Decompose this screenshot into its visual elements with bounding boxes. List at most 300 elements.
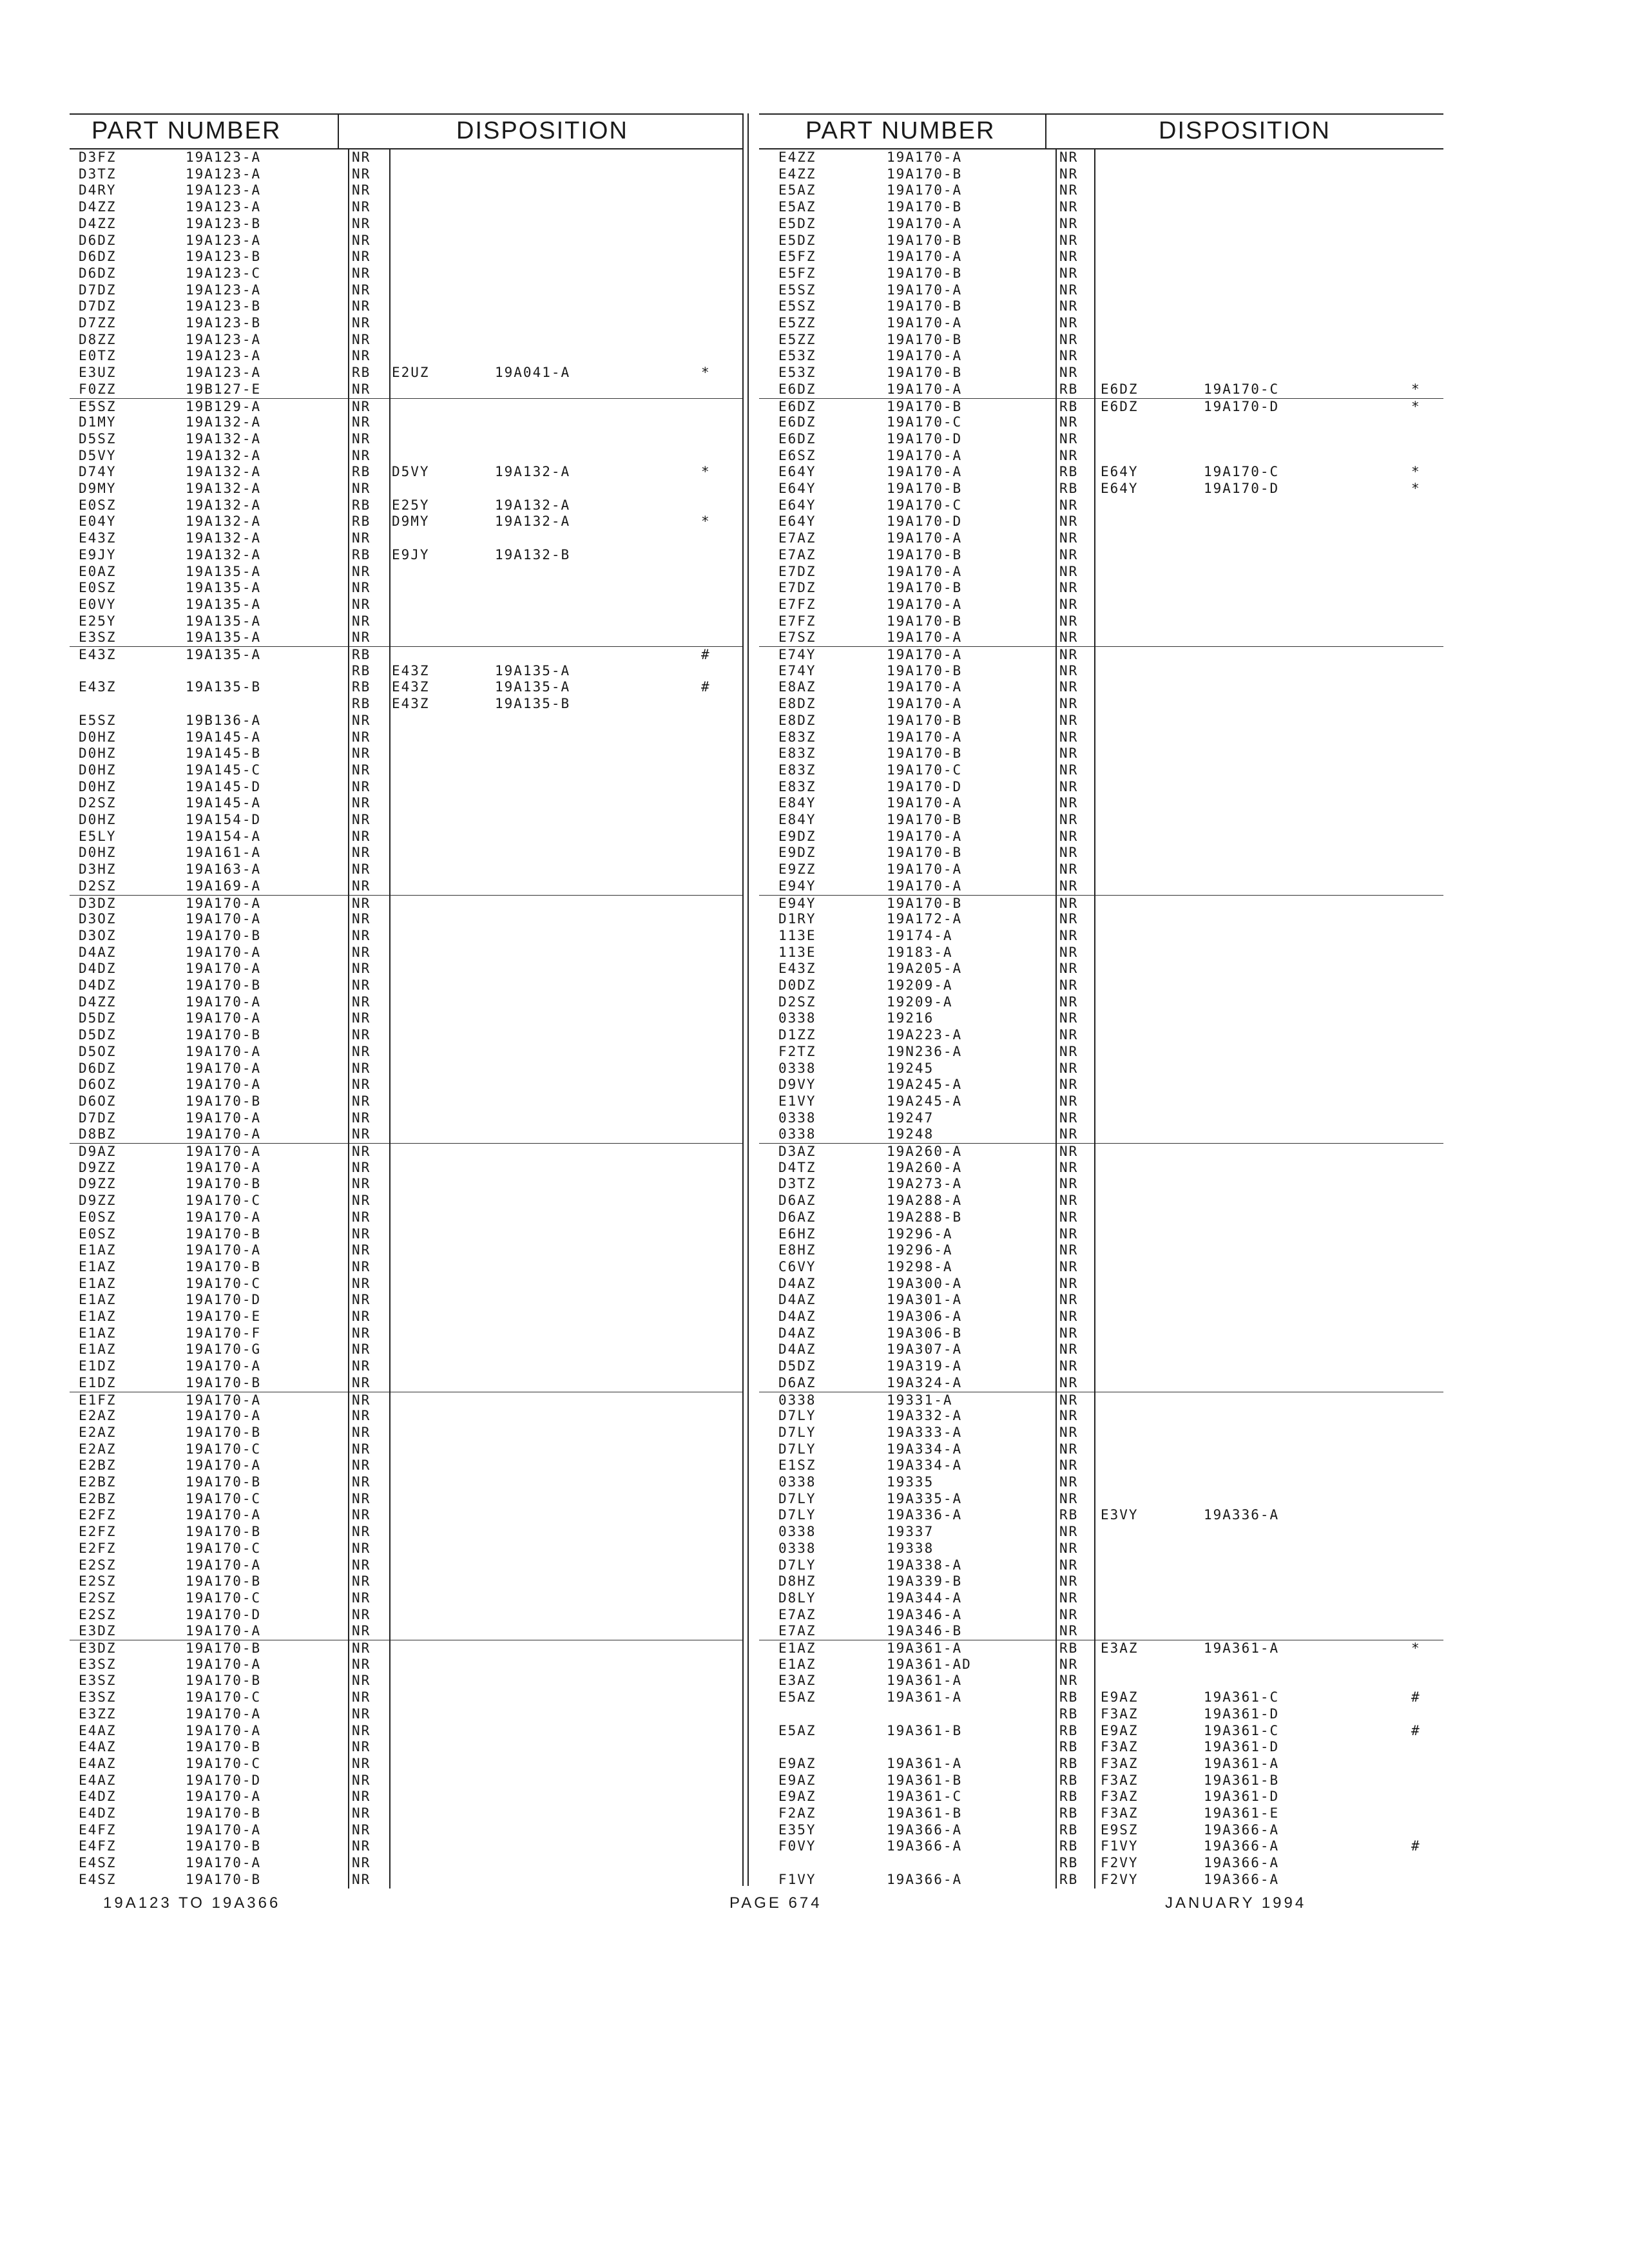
part-prefix: E4DZ — [79, 1789, 117, 1805]
table-row — [70, 1524, 742, 1541]
part-number: 19A288-A — [887, 1193, 963, 1209]
part-number: 19A346-B — [887, 1623, 963, 1639]
part-number: 19A132-A — [186, 430, 262, 447]
table-row — [759, 564, 1443, 581]
part-prefix: E9AZ — [778, 1772, 816, 1788]
part-number: 19A170-B — [887, 712, 963, 728]
part-prefix: D5OZ — [79, 1043, 117, 1059]
disposition-code: NR — [352, 315, 371, 331]
part-prefix: D1MY — [79, 414, 117, 430]
part-number: 19A132-A — [186, 546, 262, 562]
part-prefix: D7LY — [778, 1490, 816, 1506]
disposition-code: NR — [1059, 365, 1079, 381]
disposition-code: NR — [352, 944, 371, 960]
part-prefix: E9JY — [79, 546, 117, 562]
part-number: 19A170-A — [186, 1358, 262, 1374]
part-prefix: E2AZ — [79, 1424, 117, 1440]
table-row — [759, 1341, 1443, 1358]
part-number-heading: PART NUMBER — [92, 117, 282, 144]
part-prefix: D4ZZ — [79, 215, 117, 231]
table-row — [759, 895, 1443, 912]
part-number: 19A132-A — [186, 497, 262, 513]
part-prefix: D4AZ — [778, 1275, 816, 1291]
disposition-code: NR — [1059, 497, 1079, 513]
table-row — [759, 216, 1443, 233]
disposition-code: NR — [1059, 1457, 1079, 1474]
part-prefix: E7SZ — [778, 629, 816, 646]
part-number: 19A170-A — [186, 994, 262, 1010]
table-row — [70, 1126, 742, 1143]
disposition-code: RB — [1059, 1755, 1079, 1771]
table-row — [759, 1176, 1443, 1193]
part-number: 19A170-B — [887, 331, 963, 347]
table-row — [759, 977, 1443, 994]
table-row — [70, 547, 742, 564]
part-number: 19A132-A — [186, 464, 262, 480]
part-prefix: E5FZ — [778, 265, 816, 281]
part-number: 19A170-A — [186, 1789, 262, 1805]
part-number: 19A123-A — [186, 182, 262, 198]
table-row — [70, 977, 742, 994]
table-row — [70, 1805, 742, 1822]
part-number: 19A361-B — [887, 1805, 963, 1821]
part-number: 19A361-A — [887, 1640, 963, 1656]
replacement-number: 19A366-A — [1204, 1821, 1280, 1838]
part-prefix: D5DZ — [79, 1010, 117, 1026]
table-row — [759, 928, 1443, 945]
disposition-code: NR — [1059, 1110, 1079, 1126]
part-prefix: D4ZZ — [79, 199, 117, 215]
part-prefix: E2BZ — [79, 1457, 117, 1474]
table-row — [70, 961, 742, 977]
part-number: 19A333-A — [887, 1424, 963, 1440]
part-prefix: D7LY — [778, 1408, 816, 1424]
table-row — [70, 663, 742, 680]
part-prefix: D0HZ — [79, 762, 117, 778]
disposition-code: RB — [1059, 1855, 1079, 1871]
part-number: 19A170-B — [186, 1871, 262, 1887]
part-number: 19A361-A — [887, 1673, 963, 1689]
disposition-code: NR — [352, 1010, 371, 1026]
disposition-code: NR — [352, 1490, 371, 1506]
replacement-prefix: F3AZ — [1101, 1755, 1139, 1771]
part-number: 19174-A — [887, 927, 953, 943]
part-number: 19A170-A — [887, 315, 963, 331]
part-number: 19A366-A — [887, 1821, 963, 1838]
part-prefix: D9ZZ — [79, 1176, 117, 1192]
disposition-code: NR — [352, 1557, 371, 1573]
right-table-header — [759, 113, 1443, 149]
replacement-number: 19A336-A — [1204, 1507, 1280, 1523]
part-number: 19A170-B — [887, 365, 963, 381]
part-prefix: D5SZ — [79, 430, 117, 447]
part-number: 19A170-A — [887, 464, 963, 480]
disposition-code: NR — [1059, 944, 1079, 960]
table-row — [759, 1193, 1443, 1209]
disposition-code: RB — [352, 662, 371, 678]
table-row — [70, 580, 742, 597]
table-row — [70, 945, 742, 961]
part-prefix: 0338 — [778, 1010, 816, 1026]
disposition-code: NR — [1059, 331, 1079, 347]
table-row — [759, 1838, 1443, 1855]
part-number: 19A123-C — [186, 265, 262, 281]
disposition-code: NR — [352, 1110, 371, 1126]
replacement-prefix: E43Z — [392, 696, 430, 712]
disposition-code: NR — [352, 530, 371, 546]
disposition-code: NR — [352, 1093, 371, 1109]
part-prefix: D6AZ — [778, 1374, 816, 1390]
part-number: 19A123-A — [186, 331, 262, 347]
part-number: 19N236-A — [887, 1043, 963, 1059]
part-prefix: E0SZ — [79, 580, 117, 596]
disposition-code: RB — [1059, 1706, 1079, 1722]
part-number: 19A334-A — [887, 1457, 963, 1474]
disposition-code: NR — [1059, 1392, 1079, 1408]
table-row — [70, 431, 742, 448]
table-row — [759, 1491, 1443, 1508]
replacement-prefix: E9SZ — [1101, 1821, 1139, 1838]
disposition-code: NR — [352, 1821, 371, 1838]
part-number: 19247 — [887, 1110, 934, 1126]
table-row — [759, 945, 1443, 961]
table-row — [759, 1425, 1443, 1441]
part-prefix: E1AZ — [79, 1325, 117, 1341]
part-number: 19A170-D — [887, 430, 963, 447]
part-number: 19A145-A — [186, 795, 262, 811]
part-prefix: D7DZ — [79, 282, 117, 298]
part-number: 19A170-B — [887, 662, 963, 678]
disposition-code: NR — [352, 1258, 371, 1274]
disposition-code: NR — [1059, 696, 1079, 712]
disposition-code: NR — [1059, 1623, 1079, 1639]
table-row — [70, 745, 742, 762]
part-prefix: E3AZ — [778, 1673, 816, 1689]
part-number: 19248 — [887, 1126, 934, 1142]
part-number: 19B129-A — [186, 398, 262, 414]
part-prefix: D74Y — [79, 464, 117, 480]
disposition-code: NR — [1059, 1573, 1079, 1590]
part-prefix: E5SZ — [778, 298, 816, 314]
part-number: 19A245-A — [887, 1093, 963, 1109]
disposition-code: NR — [352, 861, 371, 878]
disposition-code: RB — [1059, 1772, 1079, 1788]
replacement-prefix: E3AZ — [1101, 1640, 1139, 1656]
disposition-code: NR — [1059, 1325, 1079, 1341]
part-prefix: E2AZ — [79, 1408, 117, 1424]
part-number: 19A170-A — [887, 861, 963, 878]
part-prefix: E35Y — [778, 1821, 816, 1838]
part-number: 19A170-A — [887, 282, 963, 298]
disposition-code: NR — [1059, 166, 1079, 182]
part-number: 19A170-A — [186, 1010, 262, 1026]
table-row — [70, 928, 742, 945]
disposition-code: RB — [1059, 1722, 1079, 1738]
disposition-code: NR — [1059, 1209, 1079, 1225]
part-prefix: D7LY — [778, 1424, 816, 1440]
part-number: 19A123-A — [186, 348, 262, 364]
table-row — [759, 1309, 1443, 1325]
table-row — [70, 1872, 742, 1888]
table-row — [759, 381, 1443, 398]
part-number: 19A170-B — [887, 481, 963, 496]
disposition-code: NR — [352, 1043, 371, 1059]
disposition-code: NR — [352, 1755, 371, 1771]
part-prefix: E6DZ — [778, 398, 816, 414]
part-number: 19183-A — [887, 944, 953, 960]
part-number: 19A339-B — [887, 1573, 963, 1590]
table-row — [70, 1607, 742, 1624]
table-row — [70, 1491, 742, 1508]
part-prefix: E4AZ — [79, 1755, 117, 1771]
table-row — [759, 365, 1443, 381]
disposition-code: RB — [1059, 1821, 1079, 1838]
part-number: 19A170-B — [887, 546, 963, 562]
replacement-prefix: E2UZ — [392, 365, 430, 381]
table-row — [759, 1872, 1443, 1888]
disposition-code: NR — [352, 1225, 371, 1242]
table-row — [759, 1093, 1443, 1110]
part-prefix: D1RY — [778, 911, 816, 927]
disposition-heading: DISPOSITION — [456, 117, 628, 144]
part-prefix: E1AZ — [778, 1640, 816, 1656]
disposition-code: NR — [1059, 514, 1079, 530]
table-row — [70, 398, 742, 416]
table-row — [759, 1756, 1443, 1773]
part-prefix: E3SZ — [79, 1673, 117, 1689]
part-number: 19A170-D — [186, 1292, 262, 1308]
part-number: 19A170-A — [186, 1159, 262, 1175]
replacement-prefix: E6DZ — [1101, 381, 1139, 397]
disposition-code: RB — [352, 647, 371, 662]
part-number: 19A170-C — [186, 1540, 262, 1556]
part-prefix: E2FZ — [79, 1524, 117, 1540]
disposition-code: RB — [352, 365, 371, 381]
disposition-code: RB — [1059, 381, 1079, 397]
disposition-code: NR — [1059, 1524, 1079, 1540]
part-number: 19A170-A — [186, 1656, 262, 1672]
part-number: 19B127-E — [186, 381, 262, 397]
disposition-code: RB — [1059, 1789, 1079, 1805]
part-prefix: D4DZ — [79, 977, 117, 993]
part-prefix: D5DZ — [79, 1027, 117, 1043]
disposition-code: NR — [1059, 282, 1079, 298]
part-number: 19A170-B — [186, 1258, 262, 1274]
flag-mark: * — [701, 365, 711, 381]
table-row — [70, 265, 742, 282]
part-number: 19A170-A — [186, 961, 262, 977]
table-row — [759, 729, 1443, 746]
disposition-code: NR — [1059, 199, 1079, 215]
disposition-code: RB — [352, 696, 371, 712]
disposition-code: NR — [352, 1640, 371, 1656]
part-number: 19A366-A — [887, 1871, 963, 1887]
part-number: 19A170-B — [186, 1739, 262, 1755]
part-prefix: E7DZ — [778, 580, 816, 596]
replacement-prefix: F3AZ — [1101, 1805, 1139, 1821]
replacement-number: 19A170-C — [1204, 464, 1280, 480]
disposition-code: RB — [1059, 1871, 1079, 1887]
table-row — [70, 216, 742, 233]
disposition-code: RB — [352, 514, 371, 530]
table-row — [759, 233, 1443, 249]
part-prefix: F0ZZ — [79, 381, 117, 397]
disposition-code: NR — [1059, 729, 1079, 745]
column-rule — [1055, 149, 1057, 1888]
part-prefix: E9ZZ — [778, 861, 816, 878]
disposition-code: NR — [1059, 662, 1079, 678]
disposition-code: NR — [1059, 629, 1079, 646]
disposition-code: NR — [1059, 298, 1079, 314]
part-number: 19A170-B — [887, 166, 963, 182]
part-prefix: D0DZ — [778, 977, 816, 993]
part-prefix: D5VY — [79, 447, 117, 463]
disposition-code: NR — [1059, 762, 1079, 778]
disposition-code: NR — [352, 1722, 371, 1738]
replacement-number: 19A361-A — [1204, 1640, 1280, 1656]
table-row — [70, 795, 742, 812]
part-number: 19A123-A — [186, 149, 262, 165]
part-number: 19A170-B — [887, 199, 963, 215]
table-row — [70, 1010, 742, 1027]
part-prefix: D3TZ — [778, 1176, 816, 1192]
disposition-code: RB — [1059, 1805, 1079, 1821]
part-prefix: D1ZZ — [778, 1027, 816, 1043]
part-number: 19A170-A — [887, 828, 963, 844]
table-row — [70, 1855, 742, 1872]
part-prefix: E7AZ — [778, 1623, 816, 1639]
part-number: 19A170-C — [186, 1275, 262, 1291]
table-row — [70, 414, 742, 431]
part-prefix: 0338 — [778, 1126, 816, 1142]
table-row — [70, 1160, 742, 1177]
disposition-code: NR — [1059, 1027, 1079, 1043]
disposition-code: NR — [1059, 1060, 1079, 1076]
part-prefix: D4ZZ — [79, 994, 117, 1010]
part-number: 19A170-B — [186, 1176, 262, 1192]
part-prefix: D7LY — [778, 1441, 816, 1457]
flag-mark: # — [1411, 1838, 1421, 1854]
part-prefix: E2FZ — [79, 1540, 117, 1556]
part-number: 19A170-C — [887, 497, 963, 513]
table-row — [759, 1077, 1443, 1093]
disposition-code: NR — [352, 895, 371, 911]
disposition-code: RB — [1059, 1838, 1079, 1854]
replacement-prefix: F3AZ — [1101, 1789, 1139, 1805]
part-number: 19A170-D — [887, 778, 963, 794]
table-row — [759, 315, 1443, 332]
part-prefix: 113E — [778, 944, 816, 960]
part-prefix: D3HZ — [79, 861, 117, 878]
disposition-code: NR — [1059, 1408, 1079, 1424]
table-row — [759, 514, 1443, 530]
part-prefix: E5ZZ — [778, 331, 816, 347]
table-row — [759, 547, 1443, 564]
replacement-number: 19A135-B — [495, 696, 571, 712]
table-row — [759, 663, 1443, 680]
table-row — [759, 1541, 1443, 1557]
table-row — [759, 1607, 1443, 1624]
disposition-code: NR — [352, 348, 371, 364]
replacement-number: 19A366-A — [1204, 1855, 1280, 1871]
part-number: 19A361-B — [887, 1722, 963, 1738]
table-row — [759, 497, 1443, 514]
table-row — [70, 381, 742, 398]
part-prefix: D8LY — [778, 1590, 816, 1606]
disposition-code: NR — [352, 414, 371, 430]
replacement-number: 19A361-D — [1204, 1789, 1280, 1805]
disposition-code: NR — [352, 712, 371, 728]
part-prefix: D2SZ — [79, 795, 117, 811]
table-row — [759, 398, 1443, 416]
disposition-code: NR — [1059, 1656, 1079, 1672]
part-number: 19335 — [887, 1474, 934, 1490]
table-row — [759, 679, 1443, 696]
part-prefix: E5DZ — [778, 215, 816, 231]
disposition-code: NR — [1059, 1474, 1079, 1490]
table-row — [70, 1822, 742, 1839]
disposition-code: NR — [352, 1772, 371, 1788]
part-prefix: E7DZ — [778, 563, 816, 579]
part-prefix: E1AZ — [79, 1242, 117, 1258]
part-number: 19331-A — [887, 1392, 953, 1408]
disposition-code: NR — [1059, 1606, 1079, 1622]
disposition-code: NR — [352, 265, 371, 281]
replacement-number: 19A361-B — [1204, 1772, 1280, 1788]
part-prefix: E5AZ — [778, 1689, 816, 1706]
part-number: 19A170-B — [887, 265, 963, 281]
disposition-code: NR — [352, 1573, 371, 1590]
replacement-number: 19A361-C — [1204, 1722, 1280, 1738]
part-number: 19A123-A — [186, 199, 262, 215]
part-prefix: E8HZ — [778, 1242, 816, 1258]
replacement-number: 19A366-A — [1204, 1871, 1280, 1887]
part-number: 19209-A — [887, 977, 953, 993]
flag-mark: # — [1411, 1722, 1421, 1738]
disposition-code: NR — [352, 1739, 371, 1755]
disposition-code: NR — [352, 282, 371, 298]
replacement-prefix: D9MY — [392, 514, 430, 530]
disposition-code: NR — [1059, 1673, 1079, 1689]
part-number: 19A170-A — [186, 1706, 262, 1722]
part-prefix: E5LY — [79, 828, 117, 844]
part-prefix: E6DZ — [778, 381, 816, 397]
part-prefix: D4AZ — [79, 944, 117, 960]
table-row — [759, 713, 1443, 729]
table-row — [759, 1242, 1443, 1259]
part-number: 19A170-A — [186, 1144, 262, 1159]
table-row — [70, 332, 742, 349]
part-prefix: E1AZ — [79, 1341, 117, 1358]
part-prefix: E25Y — [79, 613, 117, 629]
part-number: 19A170-B — [887, 845, 963, 861]
table-row — [70, 199, 742, 216]
disposition-code: NR — [1059, 315, 1079, 331]
part-prefix: E64Y — [778, 514, 816, 530]
part-prefix: E5AZ — [778, 1722, 816, 1738]
part-prefix: E43Z — [79, 679, 117, 695]
flag-mark: * — [701, 464, 711, 480]
part-number: 19A132-A — [186, 530, 262, 546]
left-table — [70, 113, 742, 1887]
table-row — [759, 1110, 1443, 1127]
part-prefix: E3SZ — [79, 1689, 117, 1706]
part-prefix: E83Z — [778, 745, 816, 762]
part-prefix: D7DZ — [79, 1110, 117, 1126]
table-row — [759, 1160, 1443, 1177]
part-number: 19A132-A — [186, 414, 262, 430]
table-row — [70, 530, 742, 547]
